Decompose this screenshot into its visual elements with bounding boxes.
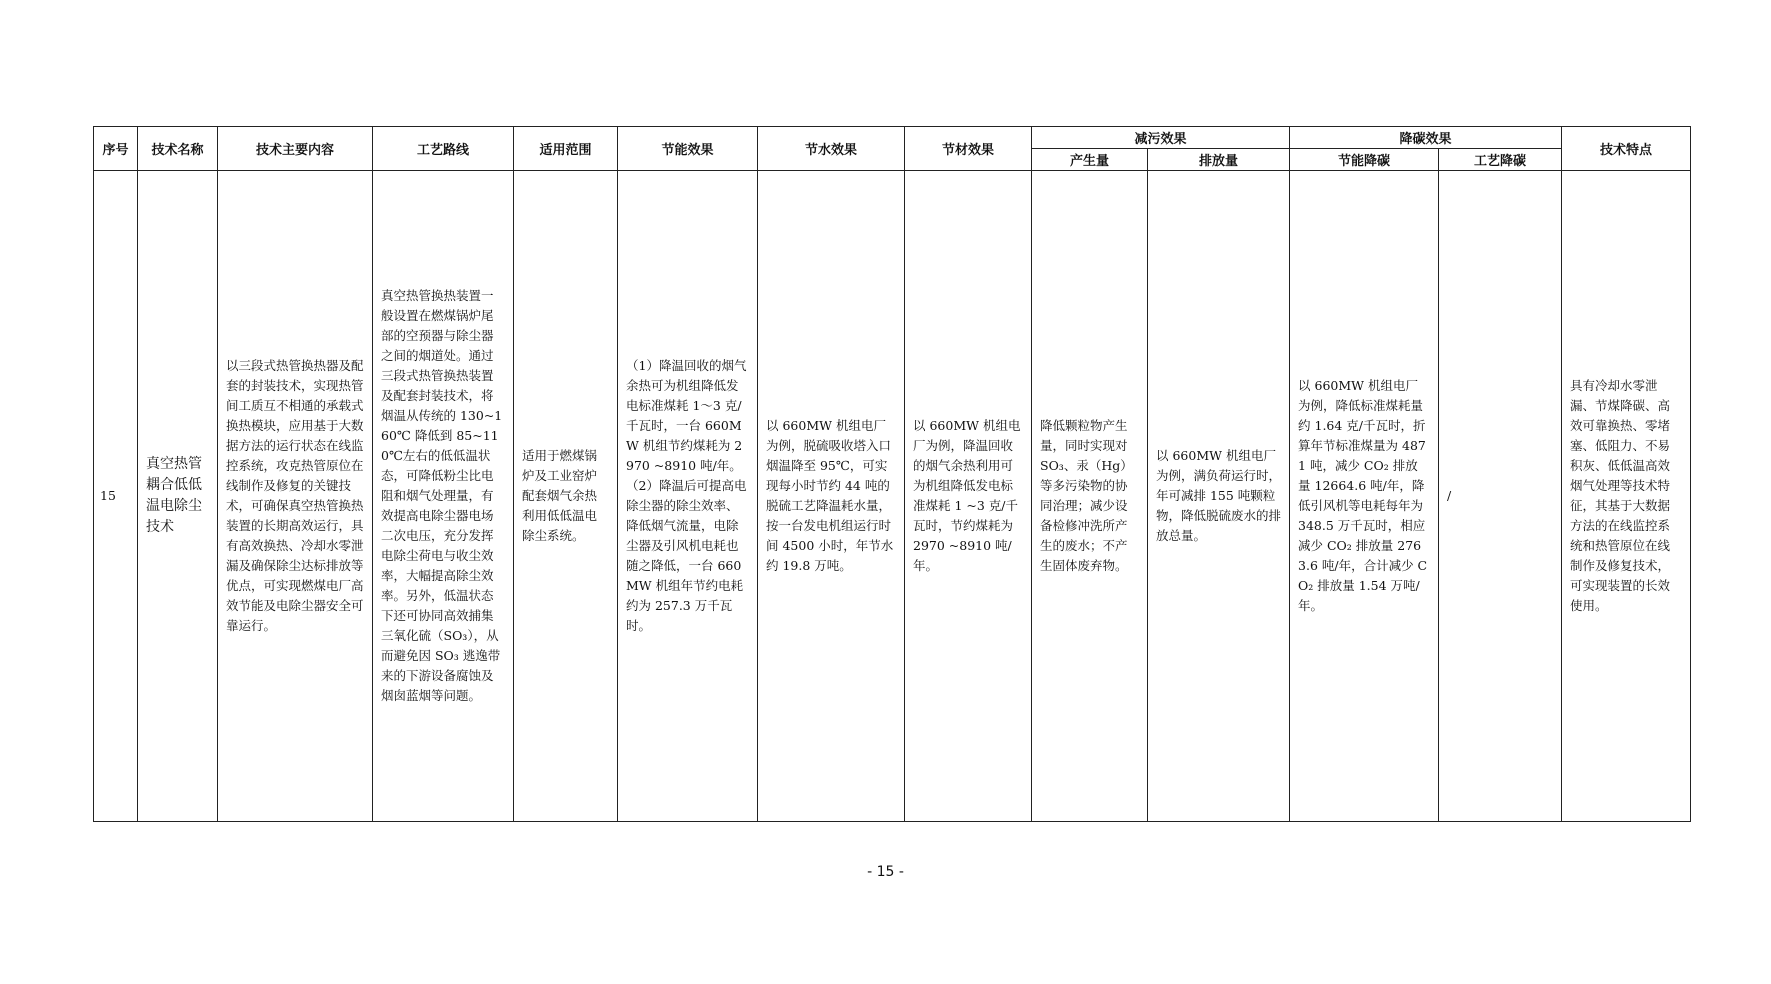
cell-energy-saving: （1）降温回收的烟气余热可为机组降低发电标准煤耗 1～3 克/千瓦时，一台 660MW 机组节约煤耗为 2970 ~8910 吨/年。 （2）降温后可提高电除尘器的除尘效率、降低烟气流量，电除尘器及引风机电耗也随之降低，一台 660MW 机组年节约电耗约为 257.3 万千瓦时。: [618, 171, 758, 822]
header-pollution-reduction: 减污效果: [1032, 127, 1290, 149]
cell-process-carbon: /: [1439, 171, 1562, 822]
header-no: 序号: [94, 127, 138, 171]
header-generation: 产生量: [1032, 149, 1148, 171]
cell-features: 具有冷却水零泄漏、节煤降碳、高效可靠换热、零堵塞、低阻力、不易积灰、低低温高效烟气处理等技术特征，其基于大数据方法的在线监控系统和热管原位在线制作及修复技术，可实现装置的长效使用。: [1562, 171, 1691, 822]
page-number: - 15 -: [867, 864, 904, 880]
cell-energy-carbon: 以 660MW 机组电厂为例，降低标准煤耗量约 1.64 克/千瓦时，折算年节标准煤量为 4871 吨，减少 CO₂ 排放量 12664.6 吨/年，降低引风机等电耗每年为 348.5 万千瓦时，相应减少 CO₂ 排放量 2763.6 吨/年，合计减少 CO₂ 排放量 1.54 万吨/年。: [1290, 171, 1439, 822]
cell-main-content: 以三段式热管换热器及配套的封装技术，实现热管间工质互不相通的承载式换热模块，应用基于大数据方法的运行状态在线监控系统，攻克热管原位在线制作及修复的关键技术，可确保真空热管换热装置的长期高效运行，具有高效换热、冷却水零泄漏及确保除尘达标排放等优点，可实现燃煤电厂高效节能及电除尘器安全可靠运行。: [218, 171, 373, 822]
cell-tech-name: 真空热管耦合低低温电除尘技术: [138, 171, 218, 822]
cell-emission: 以 660MW 机组电厂为例，满负荷运行时，年可减排 155 吨颗粒物，降低脱硫废水的排放总量。: [1148, 171, 1290, 822]
header-main-content: 技术主要内容: [218, 127, 373, 171]
header-emission: 排放量: [1148, 149, 1290, 171]
header-features: 技术特点: [1562, 127, 1691, 171]
header-energy-saving: 节能效果: [618, 127, 758, 171]
cell-no: 15: [94, 171, 138, 822]
cell-process-route: 真空热管换热装置一般设置在燃煤锅炉尾部的空预器与除尘器之间的烟道处。通过三段式热管换热装置及配套封装技术，将烟温从传统的 130~160℃ 降低到 85~110℃左右的低低温状态，可降低粉尘比电阻和烟气处理量，有效提高电除尘器电场二次电压，充分发挥电除尘荷电与收尘效率，大幅提高除尘效率。另外，低温状态下还可协同高效捕集三氧化硫（SO₃），从而避免因 SO₃ 逃逸带来的下游设备腐蚀及烟囱蓝烟等问题。: [373, 171, 514, 822]
technology-table: [93, 126, 1691, 822]
header-carbon-reduction: 降碳效果: [1290, 127, 1562, 149]
cell-scope: 适用于燃煤锅炉及工业窑炉配套烟气余热利用低低温电除尘系统。: [514, 171, 618, 822]
header-scope: 适用范围: [514, 127, 618, 171]
header-water-saving: 节水效果: [758, 127, 905, 171]
header-material-saving: 节材效果: [905, 127, 1032, 171]
cell-material-saving: 以 660MW 机组电厂为例，降温回收的烟气余热利用可为机组降低发电标准煤耗 1 ~3 克/千瓦时，节约煤耗为 2970 ~8910 吨/年。: [905, 171, 1032, 822]
header-process-carbon: 工艺降碳: [1439, 149, 1562, 171]
table-header-row: [94, 127, 1691, 149]
cell-generation: 降低颗粒物产生量，同时实现对 SO₃、汞（Hg）等多污染物的协同治理；减少设备检修冲洗所产生的废水；不产生固体废弃物。: [1032, 171, 1148, 822]
header-tech-name: 技术名称: [138, 127, 218, 171]
header-energy-carbon: 节能降碳: [1290, 149, 1439, 171]
cell-water-saving: 以 660MW 机组电厂为例，脱硫吸收塔入口烟温降至 95℃，可实现每小时节约 44 吨的脱硫工艺降温耗水量，按一台发电机组运行时间 4500 小时，年节水约 19.8 万吨。: [758, 171, 905, 822]
table-row: [94, 171, 1691, 822]
header-process-route: 工艺路线: [373, 127, 514, 171]
